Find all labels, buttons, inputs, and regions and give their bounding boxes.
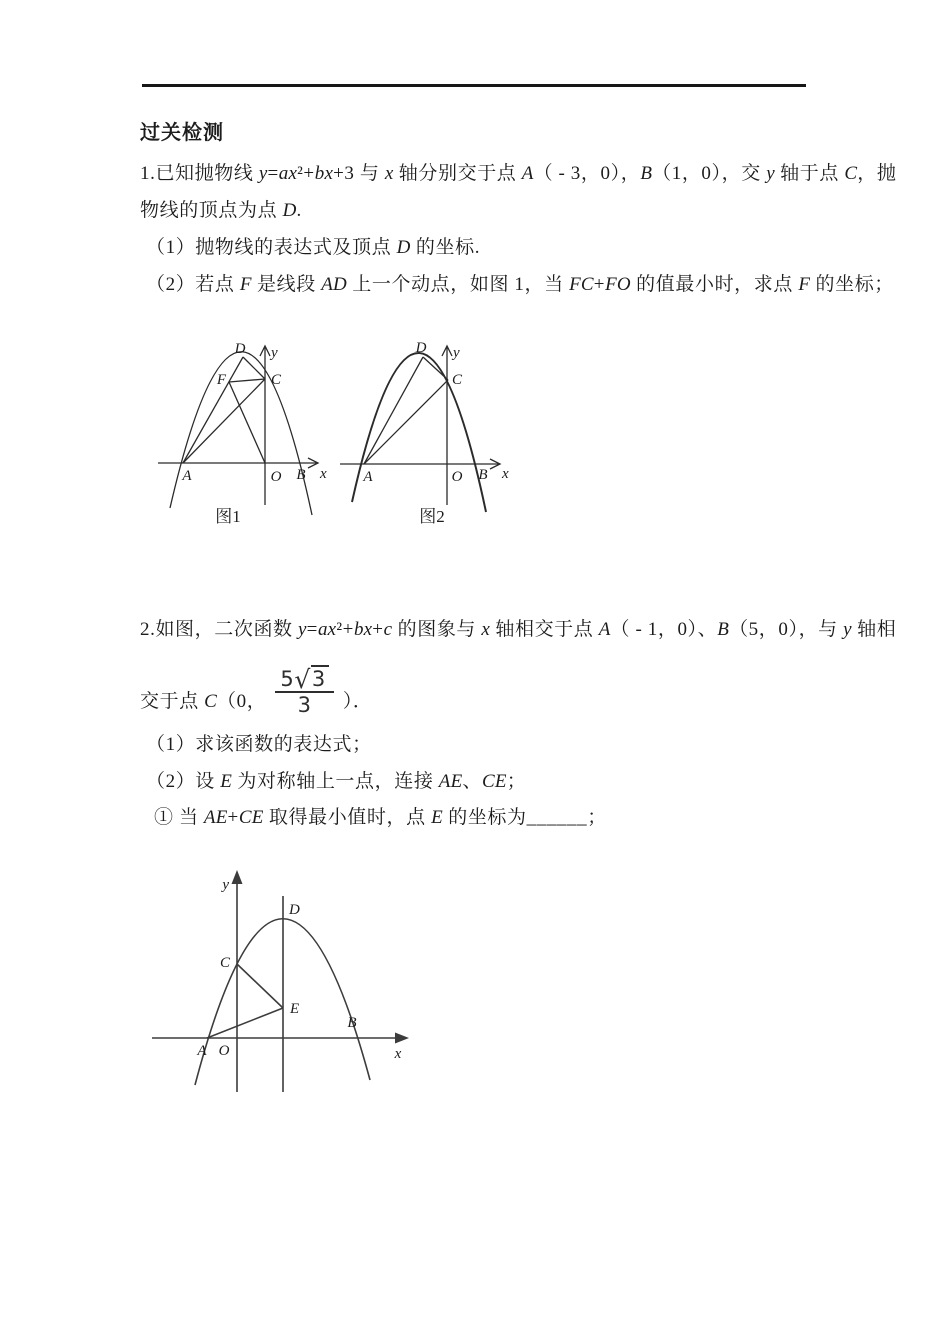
problem2-part1: （1）求该函数的表达式； bbox=[146, 734, 372, 755]
point-label-d: D bbox=[289, 902, 300, 918]
header-rule bbox=[142, 84, 806, 87]
segment-AC bbox=[364, 380, 448, 464]
fraction-radicand: 3 bbox=[311, 665, 329, 690]
point-label-c: C bbox=[452, 372, 463, 388]
axis-label-x: x bbox=[320, 466, 327, 482]
point-label-b: B bbox=[296, 467, 306, 483]
problem2-line2-pre: 交于点 C（0， bbox=[140, 691, 267, 712]
problem1-part2: （2）若点 F 是线段 AD 上一个动点，如图 1，当 FC+FO 的值最小时，求点 F 的坐标； bbox=[146, 274, 894, 295]
y-axis-arrow-icon bbox=[232, 870, 243, 884]
problem1-line1: 1.已知抛物线 y=ax²+bx+3 与 x 轴分别交于点 A（ - 3，0），B（1，0），交 y 轴于点 C，抛 bbox=[140, 163, 897, 184]
point-label-c: C bbox=[271, 372, 282, 388]
axis-label-y: y bbox=[453, 345, 460, 361]
figure-2-plot bbox=[340, 346, 500, 512]
problem2-part2: （2）设 E 为对称轴上一点，连接 AE、CE； bbox=[146, 771, 527, 792]
problem1-line2: 物线的顶点为点 D. bbox=[140, 200, 302, 221]
x-axis-arrow-icon bbox=[395, 1033, 409, 1044]
problem2-line1: 2.如图，二次函数 y=ax²+bx+c 的图象与 x 轴相交于点 A（ - 1，0）、B（5，0），与 y 轴相 bbox=[140, 619, 897, 640]
point-label-d: D bbox=[415, 340, 427, 356]
point-label-a: A bbox=[182, 468, 192, 484]
fraction-5root3-over-3 bbox=[275, 665, 333, 716]
figure-1-and-2 bbox=[150, 335, 540, 535]
segment-DC bbox=[243, 357, 265, 379]
segment-CE bbox=[237, 964, 283, 1008]
point-label-f: F bbox=[216, 372, 226, 388]
figure-1-plot bbox=[158, 346, 318, 515]
segment-FC bbox=[229, 379, 265, 382]
figure2-caption: 图2 bbox=[419, 507, 445, 526]
figure-3-plot bbox=[152, 882, 398, 1092]
radical-sign: √ bbox=[294, 664, 311, 694]
origin-label: O bbox=[218, 1043, 230, 1059]
point-label-b: B bbox=[347, 1015, 357, 1031]
segment-AE bbox=[207, 1008, 283, 1038]
problem1-part1: （1）抛物线的表达式及顶点 D 的坐标. bbox=[146, 237, 481, 258]
axis-label-x: x bbox=[502, 466, 509, 482]
fraction-denominator: 3 bbox=[297, 692, 312, 717]
point-label-d: D bbox=[234, 341, 246, 357]
problem2-line2 bbox=[140, 658, 373, 716]
axis-label-x: x bbox=[394, 1046, 402, 1062]
origin-label: O bbox=[270, 469, 282, 485]
point-label-c: C bbox=[219, 955, 230, 971]
parabola-curve bbox=[352, 353, 486, 512]
segment-FO bbox=[229, 382, 265, 463]
point-label-b: B bbox=[478, 467, 488, 483]
problem2-subpart1: ① 当 AE+CE 取得最小值时，点 E 的坐标为______； bbox=[154, 807, 607, 828]
section-title: 过关检测 bbox=[140, 122, 224, 144]
fraction-numerator bbox=[275, 665, 333, 693]
segment-DC bbox=[423, 357, 448, 380]
axis-label-y: y bbox=[222, 877, 229, 893]
fraction-coefficient: 5 bbox=[280, 666, 295, 691]
figure1-caption: 图1 bbox=[215, 507, 241, 526]
problem2-line2-post: ）． bbox=[342, 691, 373, 712]
figure-3 bbox=[150, 865, 420, 1100]
parabola-curve bbox=[170, 352, 312, 515]
point-label-e: E bbox=[290, 1001, 300, 1017]
axis-label-y: y bbox=[271, 345, 278, 361]
point-label-a: A bbox=[197, 1043, 207, 1059]
origin-label: O bbox=[451, 469, 463, 485]
point-label-a: A bbox=[363, 469, 373, 485]
